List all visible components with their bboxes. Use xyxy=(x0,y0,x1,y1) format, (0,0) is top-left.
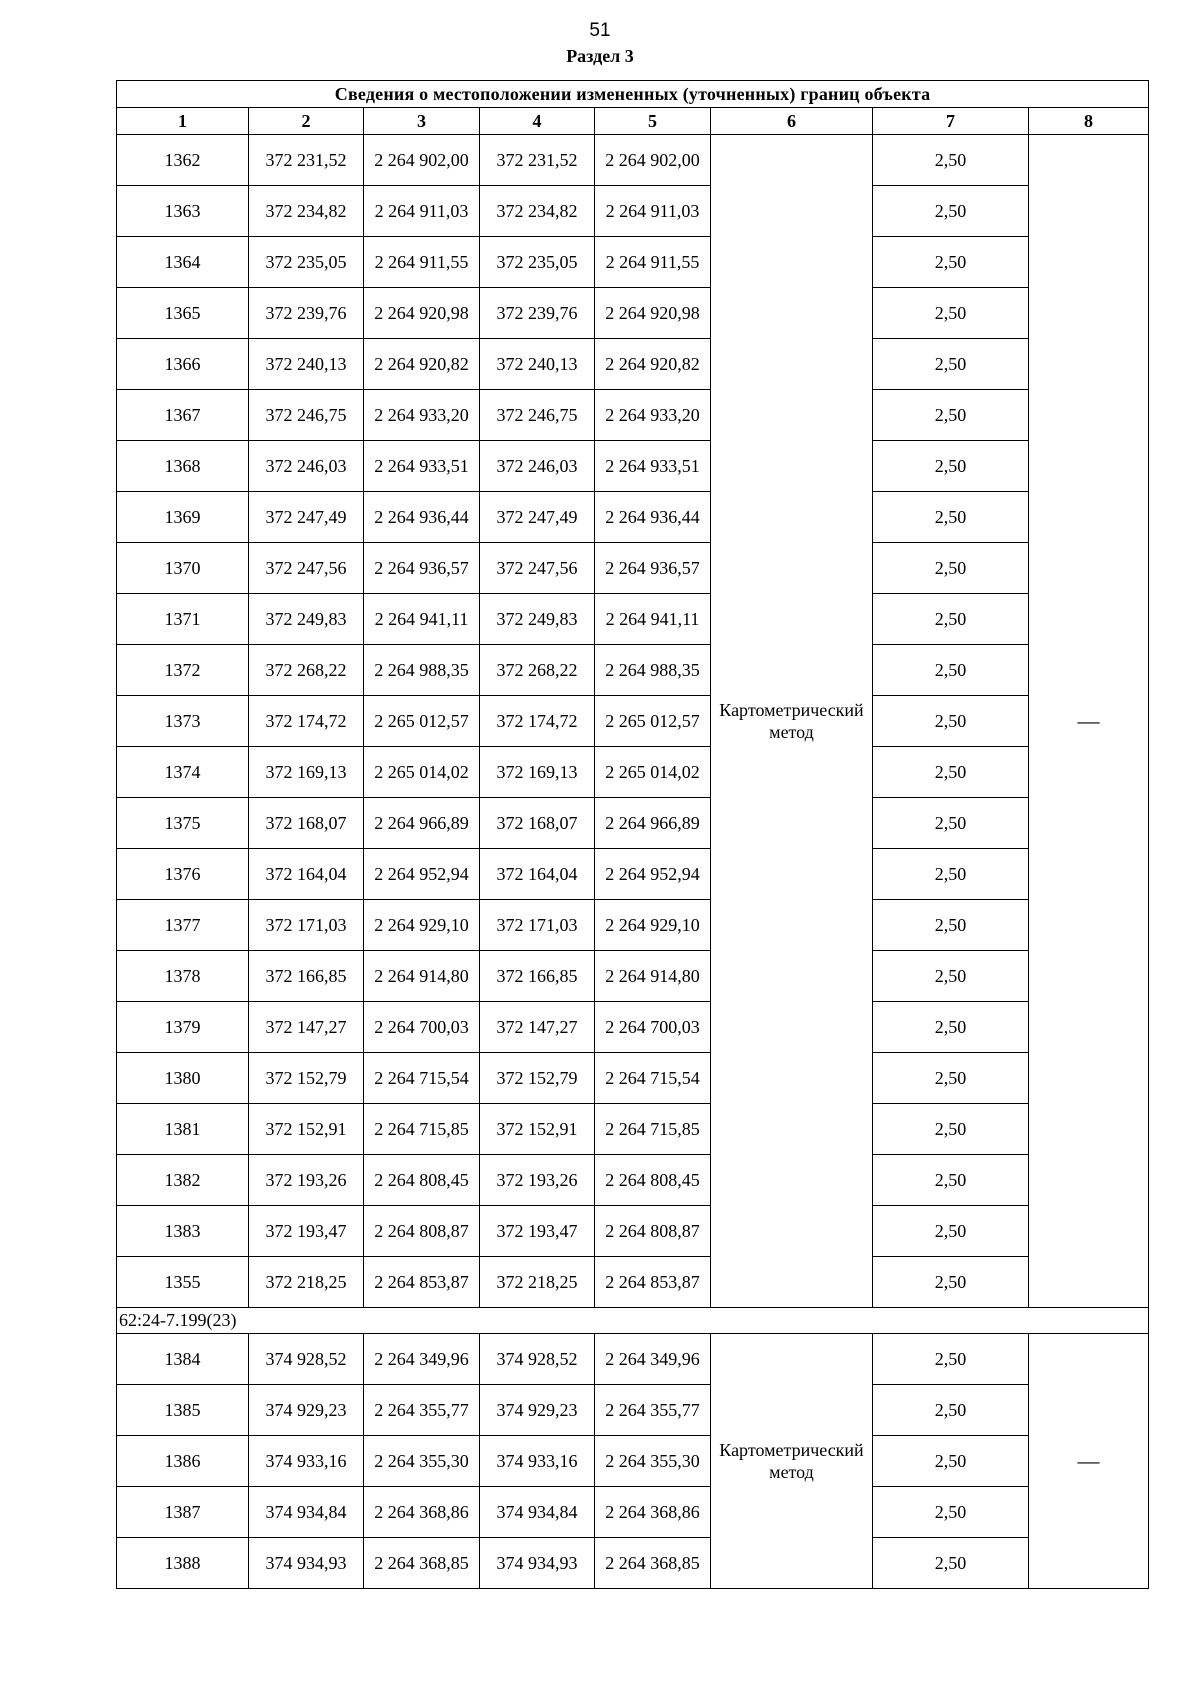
column-number-8: 8 xyxy=(1029,108,1149,135)
table-row xyxy=(117,1538,1149,1589)
point-number-cell: 1388 xyxy=(117,1538,249,1589)
new-y-cell: 2 264 355,30 xyxy=(595,1436,711,1487)
column-number-7: 7 xyxy=(873,108,1029,135)
existing-x-cell: 372 268,22 xyxy=(249,645,364,696)
existing-y-cell: 2 264 920,98 xyxy=(364,288,480,339)
point-number-cell: 1371 xyxy=(117,594,249,645)
existing-x-cell: 372 235,05 xyxy=(249,237,364,288)
table-row xyxy=(117,798,1149,849)
existing-y-cell: 2 264 715,54 xyxy=(364,1053,480,1104)
new-y-cell: 2 264 988,35 xyxy=(595,645,711,696)
existing-y-cell: 2 264 808,45 xyxy=(364,1155,480,1206)
new-y-cell: 2 265 012,57 xyxy=(595,696,711,747)
table-row xyxy=(117,645,1149,696)
existing-x-cell: 372 147,27 xyxy=(249,1002,364,1053)
accuracy-cell: 2,50 xyxy=(873,747,1029,798)
existing-x-cell: 372 247,56 xyxy=(249,543,364,594)
table-caption: Сведения о местоположении измененных (уточненных) границ объекта xyxy=(117,81,1149,108)
existing-y-cell: 2 264 914,80 xyxy=(364,951,480,1002)
existing-x-cell: 374 934,93 xyxy=(249,1538,364,1589)
existing-x-cell: 372 152,79 xyxy=(249,1053,364,1104)
table-row xyxy=(117,696,1149,747)
table-row xyxy=(117,492,1149,543)
existing-y-cell: 2 264 368,86 xyxy=(364,1487,480,1538)
new-x-cell: 372 246,75 xyxy=(480,390,595,441)
existing-x-cell: 372 247,49 xyxy=(249,492,364,543)
table-row xyxy=(117,441,1149,492)
existing-y-cell: 2 264 936,44 xyxy=(364,492,480,543)
new-x-cell: 372 240,13 xyxy=(480,339,595,390)
existing-x-cell: 372 193,47 xyxy=(249,1206,364,1257)
table-row xyxy=(117,1257,1149,1308)
new-y-cell: 2 264 355,77 xyxy=(595,1385,711,1436)
accuracy-cell: 2,50 xyxy=(873,135,1029,186)
point-number-cell: 1369 xyxy=(117,492,249,543)
point-number-cell: 1362 xyxy=(117,135,249,186)
new-y-cell: 2 264 941,11 xyxy=(595,594,711,645)
existing-y-cell: 2 264 368,85 xyxy=(364,1538,480,1589)
existing-x-cell: 372 168,07 xyxy=(249,798,364,849)
existing-x-cell: 372 240,13 xyxy=(249,339,364,390)
point-number-cell: 1367 xyxy=(117,390,249,441)
table-row xyxy=(117,747,1149,798)
new-x-cell: 372 268,22 xyxy=(480,645,595,696)
table-row xyxy=(117,543,1149,594)
existing-y-cell: 2 264 920,82 xyxy=(364,339,480,390)
new-x-cell: 372 166,85 xyxy=(480,951,595,1002)
accuracy-cell: 2,50 xyxy=(873,492,1029,543)
point-number-cell: 1384 xyxy=(117,1334,249,1385)
existing-y-cell: 2 264 941,11 xyxy=(364,594,480,645)
new-x-cell: 372 235,05 xyxy=(480,237,595,288)
existing-y-cell: 2 264 966,89 xyxy=(364,798,480,849)
new-x-cell: 374 934,84 xyxy=(480,1487,595,1538)
point-number-cell: 1355 xyxy=(117,1257,249,1308)
accuracy-cell: 2,50 xyxy=(873,1538,1029,1589)
existing-y-cell: 2 264 936,57 xyxy=(364,543,480,594)
new-x-cell: 374 933,16 xyxy=(480,1436,595,1487)
accuracy-cell: 2,50 xyxy=(873,951,1029,1002)
existing-x-cell: 374 929,23 xyxy=(249,1385,364,1436)
point-number-cell: 1379 xyxy=(117,1002,249,1053)
new-x-cell: 372 152,91 xyxy=(480,1104,595,1155)
table-row xyxy=(117,1334,1149,1385)
new-x-cell: 372 152,79 xyxy=(480,1053,595,1104)
accuracy-cell: 2,50 xyxy=(873,441,1029,492)
accuracy-cell: 2,50 xyxy=(873,696,1029,747)
column-number-2: 2 xyxy=(249,108,364,135)
point-number-cell: 1364 xyxy=(117,237,249,288)
table-row xyxy=(117,1155,1149,1206)
new-x-cell: 372 239,76 xyxy=(480,288,595,339)
point-number-cell: 1376 xyxy=(117,849,249,900)
table-row xyxy=(117,390,1149,441)
accuracy-cell: 2,50 xyxy=(873,1334,1029,1385)
existing-x-cell: 372 193,26 xyxy=(249,1155,364,1206)
new-x-cell: 372 247,56 xyxy=(480,543,595,594)
accuracy-cell: 2,50 xyxy=(873,1155,1029,1206)
accuracy-cell: 2,50 xyxy=(873,288,1029,339)
existing-y-cell: 2 264 902,00 xyxy=(364,135,480,186)
existing-y-cell: 2 265 014,02 xyxy=(364,747,480,798)
new-y-cell: 2 264 936,57 xyxy=(595,543,711,594)
table-row xyxy=(117,1053,1149,1104)
block1-method-cell: Картометрический метод xyxy=(711,135,873,1308)
existing-x-cell: 372 164,04 xyxy=(249,849,364,900)
block2-note-cell: — xyxy=(1029,1334,1149,1589)
existing-x-cell: 374 928,52 xyxy=(249,1334,364,1385)
accuracy-cell: 2,50 xyxy=(873,1053,1029,1104)
table-row xyxy=(117,1002,1149,1053)
new-y-cell: 2 264 700,03 xyxy=(595,1002,711,1053)
new-x-cell: 372 218,25 xyxy=(480,1257,595,1308)
column-number-6: 6 xyxy=(711,108,873,135)
section-title: Раздел 3 xyxy=(566,46,634,66)
new-x-cell: 372 147,27 xyxy=(480,1002,595,1053)
new-y-cell: 2 264 952,94 xyxy=(595,849,711,900)
existing-x-cell: 374 934,84 xyxy=(249,1487,364,1538)
accuracy-cell: 2,50 xyxy=(873,390,1029,441)
new-x-cell: 372 169,13 xyxy=(480,747,595,798)
accuracy-cell: 2,50 xyxy=(873,645,1029,696)
existing-x-cell: 372 169,13 xyxy=(249,747,364,798)
existing-x-cell: 372 171,03 xyxy=(249,900,364,951)
table-row xyxy=(117,900,1149,951)
point-number-cell: 1383 xyxy=(117,1206,249,1257)
point-number-cell: 1385 xyxy=(117,1385,249,1436)
existing-x-cell: 374 933,16 xyxy=(249,1436,364,1487)
new-y-cell: 2 265 014,02 xyxy=(595,747,711,798)
new-y-cell: 2 264 933,51 xyxy=(595,441,711,492)
new-x-cell: 372 249,83 xyxy=(480,594,595,645)
accuracy-cell: 2,50 xyxy=(873,594,1029,645)
new-y-cell: 2 264 808,45 xyxy=(595,1155,711,1206)
point-number-cell: 1365 xyxy=(117,288,249,339)
point-number-cell: 1381 xyxy=(117,1104,249,1155)
existing-y-cell: 2 264 988,35 xyxy=(364,645,480,696)
table-row xyxy=(117,594,1149,645)
boundary-coordinates-table xyxy=(116,80,1149,1589)
column-number-1: 1 xyxy=(117,108,249,135)
table-row xyxy=(117,1487,1149,1538)
accuracy-cell: 2,50 xyxy=(873,1206,1029,1257)
cadastral-number-label: 62:24-7.199(23) xyxy=(117,1308,1149,1334)
table-row xyxy=(117,1206,1149,1257)
existing-y-cell: 2 264 933,20 xyxy=(364,390,480,441)
existing-x-cell: 372 246,75 xyxy=(249,390,364,441)
point-number-cell: 1368 xyxy=(117,441,249,492)
existing-y-cell: 2 264 700,03 xyxy=(364,1002,480,1053)
table-row xyxy=(117,849,1149,900)
existing-y-cell: 2 265 012,57 xyxy=(364,696,480,747)
point-number-cell: 1372 xyxy=(117,645,249,696)
new-x-cell: 372 171,03 xyxy=(480,900,595,951)
existing-y-cell: 2 264 715,85 xyxy=(364,1104,480,1155)
table-row xyxy=(117,1104,1149,1155)
accuracy-cell: 2,50 xyxy=(873,1487,1029,1538)
existing-y-cell: 2 264 808,87 xyxy=(364,1206,480,1257)
new-y-cell: 2 264 911,03 xyxy=(595,186,711,237)
new-y-cell: 2 264 902,00 xyxy=(595,135,711,186)
new-y-cell: 2 264 853,87 xyxy=(595,1257,711,1308)
new-y-cell: 2 264 920,98 xyxy=(595,288,711,339)
point-number-cell: 1386 xyxy=(117,1436,249,1487)
table-row xyxy=(117,339,1149,390)
column-number-row xyxy=(117,108,1149,135)
block2-method-cell: Картометрический метод xyxy=(711,1334,873,1589)
point-number-cell: 1363 xyxy=(117,186,249,237)
accuracy-cell: 2,50 xyxy=(873,900,1029,951)
existing-y-cell: 2 264 349,96 xyxy=(364,1334,480,1385)
new-x-cell: 372 246,03 xyxy=(480,441,595,492)
existing-x-cell: 372 152,91 xyxy=(249,1104,364,1155)
new-y-cell: 2 264 914,80 xyxy=(595,951,711,1002)
new-y-cell: 2 264 715,85 xyxy=(595,1104,711,1155)
point-number-cell: 1374 xyxy=(117,747,249,798)
accuracy-cell: 2,50 xyxy=(873,1104,1029,1155)
existing-y-cell: 2 264 952,94 xyxy=(364,849,480,900)
page-number: 51 xyxy=(589,20,611,41)
existing-y-cell: 2 264 911,03 xyxy=(364,186,480,237)
existing-y-cell: 2 264 355,77 xyxy=(364,1385,480,1436)
new-y-cell: 2 264 933,20 xyxy=(595,390,711,441)
new-x-cell: 372 174,72 xyxy=(480,696,595,747)
column-number-4: 4 xyxy=(480,108,595,135)
block1-note-cell: — xyxy=(1029,135,1149,1308)
accuracy-cell: 2,50 xyxy=(873,1002,1029,1053)
accuracy-cell: 2,50 xyxy=(873,543,1029,594)
existing-x-cell: 372 246,03 xyxy=(249,441,364,492)
point-number-cell: 1380 xyxy=(117,1053,249,1104)
new-x-cell: 372 168,07 xyxy=(480,798,595,849)
table-row xyxy=(117,1436,1149,1487)
new-x-cell: 372 193,47 xyxy=(480,1206,595,1257)
new-y-cell: 2 264 920,82 xyxy=(595,339,711,390)
new-y-cell: 2 264 808,87 xyxy=(595,1206,711,1257)
new-y-cell: 2 264 936,44 xyxy=(595,492,711,543)
column-number-3: 3 xyxy=(364,108,480,135)
point-number-cell: 1387 xyxy=(117,1487,249,1538)
column-number-5: 5 xyxy=(595,108,711,135)
existing-y-cell: 2 264 853,87 xyxy=(364,1257,480,1308)
existing-x-cell: 372 231,52 xyxy=(249,135,364,186)
table-row xyxy=(117,951,1149,1002)
point-number-cell: 1366 xyxy=(117,339,249,390)
table-row xyxy=(117,135,1149,186)
accuracy-cell: 2,50 xyxy=(873,1436,1029,1487)
point-number-cell: 1375 xyxy=(117,798,249,849)
accuracy-cell: 2,50 xyxy=(873,339,1029,390)
new-y-cell: 2 264 368,86 xyxy=(595,1487,711,1538)
point-number-cell: 1377 xyxy=(117,900,249,951)
existing-x-cell: 372 166,85 xyxy=(249,951,364,1002)
table-row xyxy=(117,237,1149,288)
accuracy-cell: 2,50 xyxy=(873,849,1029,900)
accuracy-cell: 2,50 xyxy=(873,798,1029,849)
point-number-cell: 1382 xyxy=(117,1155,249,1206)
existing-y-cell: 2 264 929,10 xyxy=(364,900,480,951)
existing-y-cell: 2 264 355,30 xyxy=(364,1436,480,1487)
table-row xyxy=(117,288,1149,339)
existing-y-cell: 2 264 933,51 xyxy=(364,441,480,492)
new-x-cell: 374 928,52 xyxy=(480,1334,595,1385)
new-y-cell: 2 264 349,96 xyxy=(595,1334,711,1385)
new-y-cell: 2 264 929,10 xyxy=(595,900,711,951)
new-x-cell: 372 234,82 xyxy=(480,186,595,237)
group-label-row xyxy=(117,1308,1149,1334)
new-x-cell: 372 231,52 xyxy=(480,135,595,186)
point-number-cell: 1378 xyxy=(117,951,249,1002)
existing-x-cell: 372 218,25 xyxy=(249,1257,364,1308)
new-x-cell: 374 934,93 xyxy=(480,1538,595,1589)
point-number-cell: 1370 xyxy=(117,543,249,594)
existing-y-cell: 2 264 911,55 xyxy=(364,237,480,288)
point-number-cell: 1373 xyxy=(117,696,249,747)
existing-x-cell: 372 234,82 xyxy=(249,186,364,237)
new-x-cell: 372 193,26 xyxy=(480,1155,595,1206)
accuracy-cell: 2,50 xyxy=(873,237,1029,288)
new-x-cell: 372 247,49 xyxy=(480,492,595,543)
existing-x-cell: 372 239,76 xyxy=(249,288,364,339)
new-y-cell: 2 264 368,85 xyxy=(595,1538,711,1589)
new-y-cell: 2 264 966,89 xyxy=(595,798,711,849)
new-y-cell: 2 264 911,55 xyxy=(595,237,711,288)
existing-x-cell: 372 174,72 xyxy=(249,696,364,747)
table-row xyxy=(117,186,1149,237)
existing-x-cell: 372 249,83 xyxy=(249,594,364,645)
accuracy-cell: 2,50 xyxy=(873,186,1029,237)
new-x-cell: 372 164,04 xyxy=(480,849,595,900)
accuracy-cell: 2,50 xyxy=(873,1257,1029,1308)
accuracy-cell: 2,50 xyxy=(873,1385,1029,1436)
table-row xyxy=(117,1385,1149,1436)
new-x-cell: 374 929,23 xyxy=(480,1385,595,1436)
new-y-cell: 2 264 715,54 xyxy=(595,1053,711,1104)
